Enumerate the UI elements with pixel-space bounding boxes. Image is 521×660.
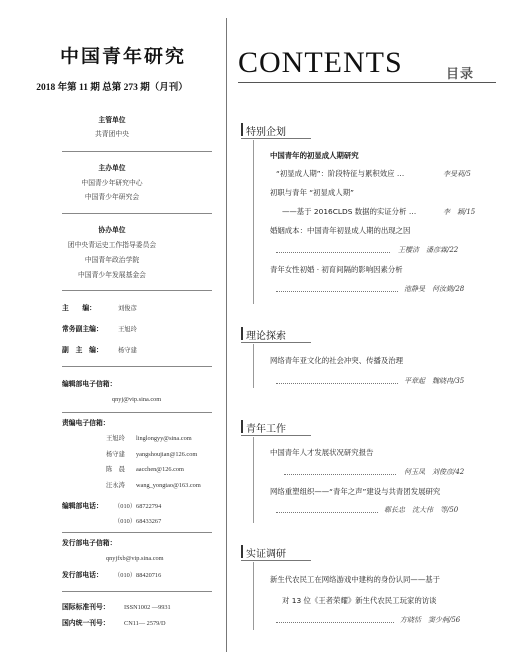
column-divider — [226, 18, 227, 652]
article-title: 对 13 位《王者荣耀》新生代农民工玩家的访谈 — [282, 596, 437, 605]
editor-email: yangshoujian@126.com — [136, 451, 198, 458]
section-rule — [253, 344, 254, 388]
article-title: 中国青年人才发展状况研究报告 — [270, 448, 374, 457]
section-title: 青年工作 — [246, 424, 286, 435]
title-rule — [238, 82, 496, 83]
office-phone: （010）68722794 — [114, 503, 162, 510]
article-title: 初职与青年 “初显成人期” — [270, 188, 354, 197]
divider — [62, 213, 212, 214]
article-author-page: 李 颖/15 — [443, 208, 476, 216]
divider — [62, 151, 212, 152]
dist-email: qnyjfxb@vip.sina.com — [106, 555, 164, 562]
leader-dots — [276, 512, 378, 514]
leader-dots — [276, 622, 394, 624]
dist-email-label: 发行部电子信箱： — [62, 539, 117, 547]
chief-editor: 刘俊彦 — [118, 305, 137, 312]
office-email: qnyj@vip.sina.com — [112, 396, 162, 403]
editor-name: 汪永涛 — [106, 482, 125, 489]
section-title: 理论探索 — [246, 331, 286, 342]
cn-label: 国内统一刊号： — [62, 619, 110, 627]
deputy: 杨守建 — [118, 347, 137, 354]
dist-phone-label: 发行部电话： — [62, 571, 103, 579]
article-title: 新生代农民工在网络游戏中建构的身份认同——基于 — [270, 575, 440, 584]
issn-label: 国际标准刊号： — [62, 603, 110, 611]
co-sponsor-item: 中国青年政治学院 — [84, 256, 140, 264]
section-rule — [253, 140, 254, 304]
leader-dots — [284, 474, 396, 476]
article-author-page: 何玉凤 刘俊彦/42 — [404, 468, 465, 476]
section-title: 实证调研 — [246, 549, 286, 560]
article-author-page: 平章起 魏晓冉/35 — [404, 377, 465, 385]
article-author-page: 池静旻 何汝勤/28 — [404, 285, 465, 293]
dist-phone: （010）88420716 — [114, 572, 162, 579]
divider — [62, 290, 212, 291]
editor-name: 王旭玲 — [106, 435, 125, 442]
article-title: 婚姻成本：中国青年初显成人期的出现之因 — [270, 226, 411, 235]
office-phone: （010）68433267 — [114, 518, 162, 525]
co-sponsor-item: 中国青少年发展基金会 — [78, 271, 146, 279]
divider — [62, 532, 212, 533]
article-author-page: 王樱洁 潘彦霖/22 — [398, 246, 459, 254]
issn: ISSN1002 —9931 — [124, 604, 171, 611]
editor-email: wang_yongtao@163.com — [136, 482, 201, 489]
issue-info: 2018 年第 11 期 总第 273 期（月刊） — [36, 83, 188, 93]
section-rule — [253, 437, 254, 523]
leader-dots — [276, 291, 398, 293]
divider — [62, 366, 212, 367]
article-title: “初显成人期”：阶段特征与累积效应 … — [276, 169, 405, 178]
masthead-column — [0, 0, 224, 660]
divider — [62, 591, 212, 592]
article-author-page: 李旻莉/5 — [443, 170, 471, 178]
co-sponsor-label: 协办单位 — [98, 226, 126, 234]
editor-email: aacchen@126.com — [136, 466, 184, 473]
contents-title: CONTENTS — [238, 46, 403, 79]
article-title: ——基于 2016CLDS 数据的实证分析 … — [282, 207, 417, 216]
supervisor-label: 主管单位 — [98, 116, 126, 124]
sponsor-label: 主办单位 — [98, 164, 126, 172]
editor-name: 杨守建 — [106, 451, 125, 458]
cn: CN11— 2579/D — [124, 620, 166, 627]
editor-name: 陈 晨 — [106, 466, 125, 473]
chief-editor-label: 主 编： — [62, 304, 96, 312]
leader-dots — [276, 252, 390, 254]
contents-title-cn: 目录 — [446, 67, 475, 82]
sponsor-item: 中国青少年研究会 — [84, 193, 140, 201]
co-sponsor-item: 团中央青运史工作指导委员会 — [67, 241, 157, 249]
deputy-label: 副 主 编： — [62, 346, 103, 354]
editor-email: linglongyy@sina.com — [136, 435, 192, 442]
article-title: 网络青年亚文化的社会冲突、传播及治理 — [270, 356, 404, 365]
editors-email-label: 责编电子信箱： — [62, 419, 110, 427]
sponsor-item: 中国青少年研究中心 — [81, 179, 143, 187]
article-title: 中国青年的初显成人期研究 — [270, 151, 359, 160]
divider — [62, 412, 212, 413]
section-title: 特别企划 — [246, 127, 286, 138]
office-phone-label: 编辑部电话： — [62, 502, 103, 510]
exec-deputy: 王旭玲 — [118, 326, 137, 333]
article-title: 青年女性初婚 · 初育间隔的影响因素分析 — [270, 265, 403, 274]
article-title: 网络重塑组织——“青年之声”建设与共青团发展研究 — [270, 487, 441, 496]
office-email-label: 编辑部电子信箱： — [62, 380, 117, 388]
exec-deputy-label: 常务副主编： — [62, 325, 103, 333]
section-rule — [253, 562, 254, 630]
article-author-page: 方晓恬 窦少舸/56 — [400, 616, 461, 624]
article-author-page: 郗长忠 沈大伟 等/50 — [384, 506, 459, 514]
leader-dots — [276, 383, 398, 385]
journal-logo: 中国青年研究 — [60, 46, 187, 68]
supervisor: 共青团中央 — [95, 130, 129, 138]
